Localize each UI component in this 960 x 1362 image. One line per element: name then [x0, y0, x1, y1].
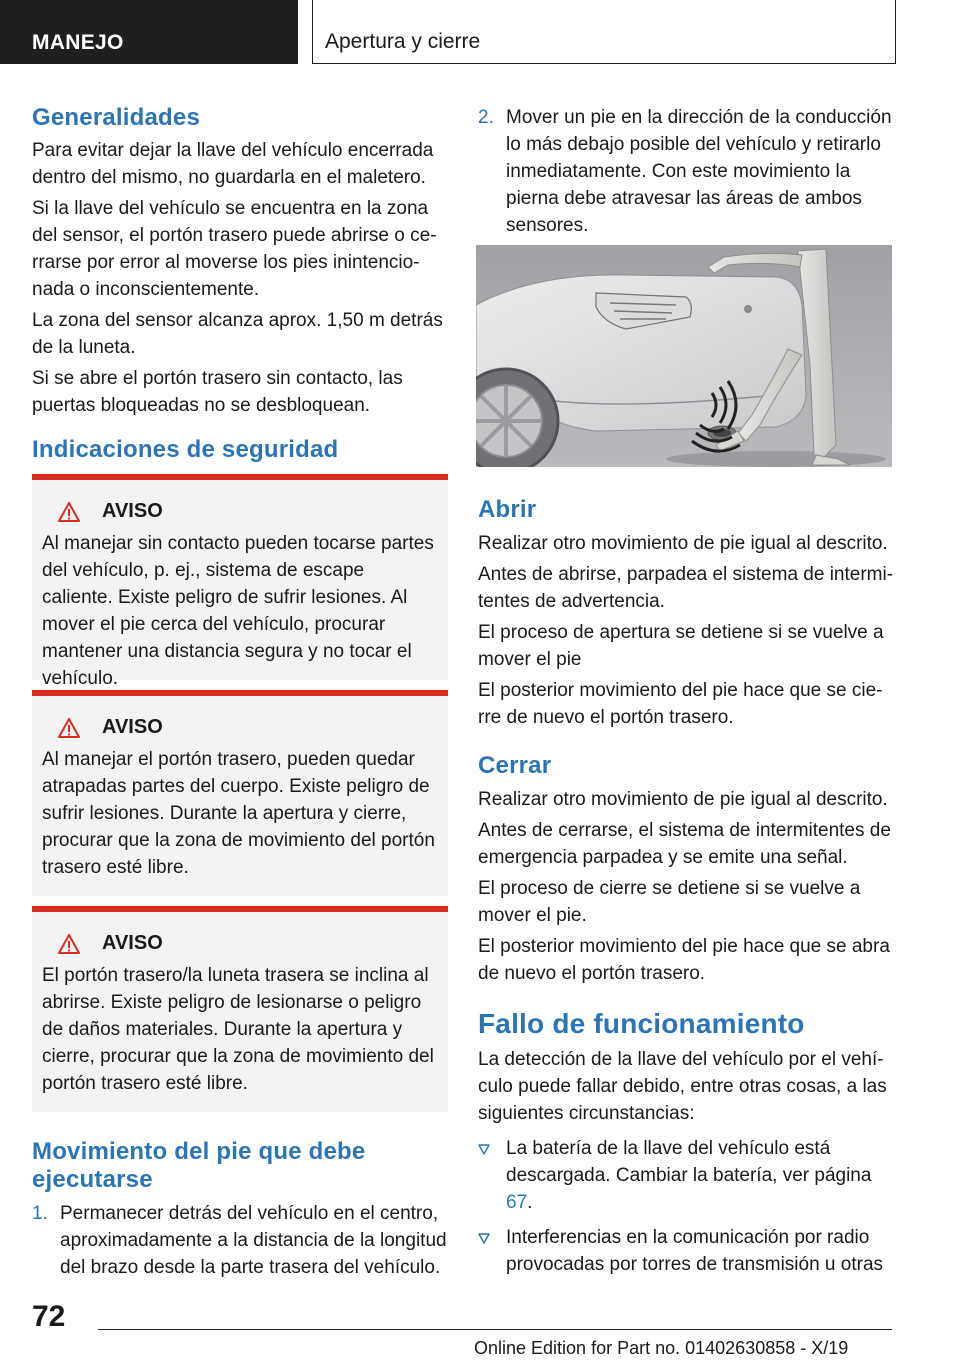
paragraph: Realizar otro movimiento de pie igual al descrito.	[478, 533, 888, 554]
step-text: Permanecer detrás del vehículo en el centro, aproximadamente a la distancia de la longitud del brazo desde la parte trasera del vehículo.	[60, 1203, 447, 1278]
warning-box-1	[32, 474, 448, 689]
paragraph: El proceso de cierre se detiene si se vuelve a mover el pie.	[478, 878, 861, 926]
cerrar-heading: Cerrar	[478, 752, 552, 779]
generalidades-body	[32, 137, 448, 419]
warning-triangle-icon	[58, 934, 80, 954]
paragraph: La detección de la llave del vehículo por el vehículo puede fallar debido, entre otras cosas, a las siguientes circunstancias:	[478, 1049, 887, 1124]
warning-title: AVISO	[102, 500, 163, 522]
warning-box-3	[32, 906, 448, 1112]
steps-list-left	[32, 1200, 448, 1281]
generalidades-heading: Generalidades	[32, 104, 201, 131]
footer-divider	[98, 1329, 892, 1330]
page-number: 72	[32, 1300, 66, 1333]
warning-title: AVISO	[102, 932, 163, 954]
step-number: 1.	[32, 1203, 48, 1224]
footer-edition: Online Edition for Part no. 01402630858 - X/19	[474, 1338, 849, 1358]
step-number: 2.	[478, 107, 494, 128]
car-rear-drawing	[476, 245, 892, 467]
paragraph: Para evitar dejar la llave del vehículo encerrada dentro del mismo, no guardarla en el maletero.	[32, 140, 434, 188]
paragraph: Si se abre el portón trasero sin contacto, las puertas bloqueadas no se desbloquean.	[32, 368, 403, 416]
paragraph: El posterior movimiento del pie hace que se abra de nuevo el portón trasero.	[478, 936, 890, 984]
bullet-text: La batería de la llave del vehículo está descargada. Cambiar la batería, ver página 67.	[506, 1138, 872, 1213]
bullet-text: Interferencias en la comunicación por radio provocadas por torres de transmisión u otras	[506, 1227, 884, 1275]
fallo-heading: Fallo de funcionamiento	[478, 1008, 805, 1039]
warning-text: Al manejar el portón trasero, pueden quedar atrapadas partes del cuerpo. Existe peligro de sufrir lesiones. Durante la apertura y cierre, procurar que la zona de movimiento del portón trasero esté libre.	[42, 749, 435, 878]
paragraph: El posterior movimiento del pie hace que se cierre de nuevo el portón trasero.	[478, 680, 883, 728]
triangle-bullet-icon	[478, 1224, 506, 1278]
list-item	[478, 1224, 898, 1278]
abrir-body	[478, 530, 898, 731]
warning-triangle-icon	[58, 502, 80, 522]
movimiento-heading: Movimiento del pie que debe ejecutarse	[32, 1138, 366, 1193]
header-section-label: MANEJO	[0, 0, 298, 64]
warning-header	[58, 932, 440, 955]
step-text: Mover un pie en la dirección de la conducción lo más debajo posible del vehículo y retirarlo inmediatamente. Con este movimiento la pierna debe atravesar las áreas de ambos sensores.	[506, 107, 892, 236]
paragraph: Antes de abrirse, parpadea el sistema de intermitentes de advertencia.	[478, 564, 894, 612]
seguridad-heading: Indicaciones de seguridad	[32, 436, 339, 463]
list-item	[478, 1135, 898, 1216]
header-chapter-title: Apertura y cierre	[312, 0, 896, 64]
paragraph: Antes de cerrarse, el sistema de intermitentes de emergencia parpadea y se emite una señal.	[478, 820, 891, 868]
warning-header	[58, 500, 440, 523]
tailgate-kick-illustration	[476, 245, 892, 467]
warning-box-2	[32, 690, 448, 896]
warning-text: El portón trasero/la luneta trasera se inclina al abrirse. Existe peligro de lesionarse o peligro de daños materiales. Durante la apertura y cierre, procurar que la zona de movimiento del portón trasero esté libre.	[42, 965, 434, 1094]
fallo-body	[478, 1046, 898, 1278]
paragraph: Realizar otro movimiento de pie igual al descrito.	[478, 789, 888, 810]
list-item	[478, 104, 898, 239]
cerrar-body	[478, 786, 898, 987]
abrir-heading: Abrir	[478, 496, 537, 523]
triangle-bullet-icon	[478, 1135, 506, 1216]
page-link[interactable]: 67	[506, 1192, 528, 1213]
paragraph: Si la llave del vehículo se encuentra en la zona del sensor, el portón trasero puede abrirse o cerrarse por error al moverse los pies inintencionada o inconscientemente.	[32, 198, 437, 300]
paragraph: La zona del sensor alcanza aprox. 1,50 m detrás de la luneta.	[32, 310, 443, 358]
warning-triangle-icon	[58, 718, 80, 738]
paragraph: El proceso de apertura se detiene si se vuelve a mover el pie	[478, 622, 884, 670]
warning-text: Al manejar sin contacto pueden tocarse partes del vehículo, p. ej., sistema de escape caliente. Existe peligro de sufrir lesiones. Al mover el pie cerca del vehículo, procurar mantener una distancia segura y no tocar el vehículo.	[42, 533, 434, 689]
fallo-bullet-list	[478, 1135, 898, 1278]
steps-list-right	[478, 104, 898, 239]
list-item	[32, 1200, 448, 1281]
warning-header	[58, 716, 440, 739]
warning-title: AVISO	[102, 716, 163, 738]
